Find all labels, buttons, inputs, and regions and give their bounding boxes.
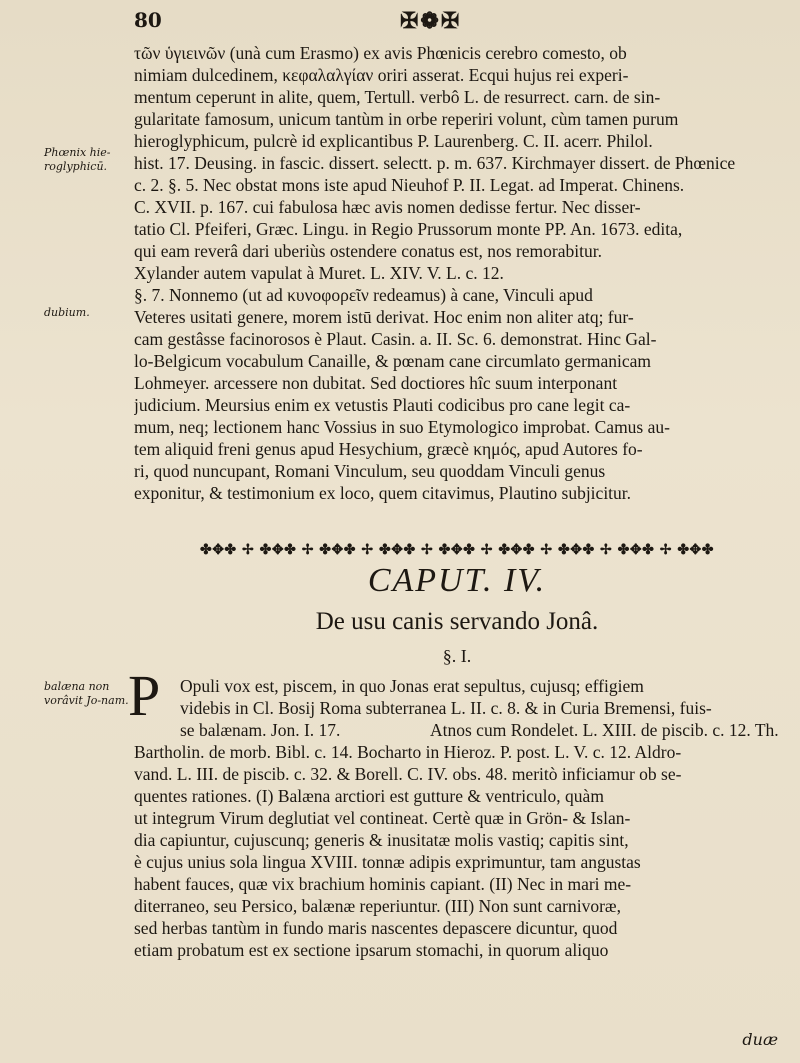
margin-note-balaena: balæna non vorâvit Jo-nam. xyxy=(44,680,129,707)
text-line: nimiam dulcedinem, κεφαλαλγίαν oriri asserat. Ecqui hujus rei experi- xyxy=(134,65,629,85)
text-line: se balænam. Jon. I. 17. xyxy=(180,720,341,740)
text-line: Atnos cum Rondelet. L. XIII. de piscib. c. 12. Th. xyxy=(430,720,779,740)
text-line: hist. 17. Deusing. in fascic. dissert. selectt. p. m. 637. Kirchmayer dissert. de Phœnice xyxy=(134,153,736,173)
text-line: mentum ceperunt in alite, quem, Tertull. verbô L. de resurrect. carn. de sin- xyxy=(134,87,661,107)
chapter-subtitle: De usu canis servando Jonâ. xyxy=(315,608,599,635)
margin-note-dubium: dubium. xyxy=(44,306,90,319)
text-line: Xylander autem vapulat à Muret. L. XIV. V. L. c. 12. xyxy=(134,263,504,283)
chapter-title: CAPUT. IV. xyxy=(367,562,547,599)
text-line: hieroglyphicum, pulcrè id explicantibus P. Laurenberg. C. II. acerr. Philol. xyxy=(134,131,653,151)
text-line: judicium. Meursius enim ex vetustis Plauti codicibus pro cane legit ca- xyxy=(134,395,631,415)
text-line: quentes rationes. (I) Balæna arctiori est gutture & ventriculo, quàm xyxy=(134,786,604,806)
text-line: Lohmeyer. arcessere non dubitat. Sed doctiores hîc suum interponant xyxy=(134,373,618,393)
text-line: exponitur, & testimonium ex loco, quem citavimus, Plautino subjicitur. xyxy=(134,483,632,503)
text-line: etiam probatum est ex sectione ipsarum stomachi, in quorum aliquo xyxy=(134,940,609,960)
text-line: diterraneo, seu Persico, balænæ reperiuntur. (III) Non sunt carnivoræ, xyxy=(134,896,621,916)
text-line: tatio Cl. Pfeiferi, Græc. Lingu. in Regio Prussorum monte PP. An. 1673. edita, xyxy=(134,219,683,239)
text-line: ut integrum Virum deglutiat vel contineat. Certè quæ in Grön- & Islan- xyxy=(134,808,631,828)
text-line: Veteres usitati genere, morem istū derivat. Hoc enim non aliter atq; fur- xyxy=(134,307,634,327)
text-line: gularitate famosum, unicum tantùm in orbe reperiri volunt, cùm tamen purum xyxy=(134,109,679,129)
text-line: C. XVII. p. 167. cui fabulosa hæc avis nomen dedisse fertur. Nec disser- xyxy=(134,197,641,217)
text-line: Bartholin. de morb. Bibl. c. 14. Bocharto in Hieroz. P. post. L. V. c. 12. Aldro- xyxy=(134,742,682,762)
text-line: habent fauces, quæ vix brachium hominis capiant. (II) Nec in mari me- xyxy=(134,874,632,894)
text-line: lo-Belgicum vocabulum Canaille, & pœnam cane circumlato germanicam xyxy=(134,351,652,371)
text-line: Opuli vox est, piscem, in quo Jonas erat sepultus, cujusq; effigiem xyxy=(180,676,644,696)
text-line: qui eam reverâ dari uberiùs ostendere conatus est, nos remorabitur. xyxy=(134,241,602,261)
text-line: cam gestâsse facinorosos è Plaut. Casin. a. II. Sc. 6. demonstrat. Hinc Gal- xyxy=(134,329,657,349)
page-number: 80 xyxy=(134,8,162,32)
text-line: dia capiuntur, cujuscunq; generis & inusitatæ molis vastiq; capitis sint, xyxy=(134,830,629,850)
text-line: mum, neq; lectionem hanc Vossius in suo Etymologico improbat. Camus au- xyxy=(134,417,670,437)
drop-cap: P xyxy=(128,663,161,728)
text-line: ri, quod nuncupant, Romani Vinculum, seu quoddam Vinculi genus xyxy=(134,461,606,481)
text-line: sed herbas tantùm in fundo maris nascentes depascere dicuntur, quod xyxy=(134,918,618,938)
text-line: §. 7. Nonnemo (ut ad κυνοφορεῖν redeamus) à cane, Vinculi apud xyxy=(134,285,593,305)
header-ornament: ✠❁✠ xyxy=(400,8,462,34)
catchword: duæ xyxy=(742,1030,778,1049)
ornamental-divider: ✤✥✤ ✢ ✤✥✤ ✢ ✤✥✤ ✢ ✤✥✤ ✢ ✤✥✤ ✢ ✤✥✤ ✢ ✤✥✤ ✢ ✤✥✤ ✢ ✤✥✤ xyxy=(199,542,715,558)
text-line: tem aliquid freni genus apud Hesychium, græcè κημός, apud Autores fo- xyxy=(134,439,643,459)
margin-note-phoenix: Phœnix hie-roglyphicū. xyxy=(44,146,111,173)
text-line: è cujus unius sola lingua XVIII. tonnæ adipis exprimuntur, tam angustas xyxy=(134,852,641,872)
text-line: c. 2. §. 5. Nec obstat mons iste apud Nieuhof P. II. Legat. ad Imperat. Chinens. xyxy=(134,175,685,195)
text-line: τῶν ὑγιεινῶν (unà cum Erasmo) ex avis Phœnicis cerebro comesto, ob xyxy=(134,43,627,63)
text-line: vand. L. III. de piscib. c. 32. & Borell. C. IV. obs. 48. meritò inficiamur ob se- xyxy=(134,764,682,784)
section-mark: §. I. xyxy=(442,646,472,666)
text-line: videbis in Cl. Bosij Roma subterranea L. II. c. 8. & in Curia Bremensi, fuis- xyxy=(180,698,712,718)
